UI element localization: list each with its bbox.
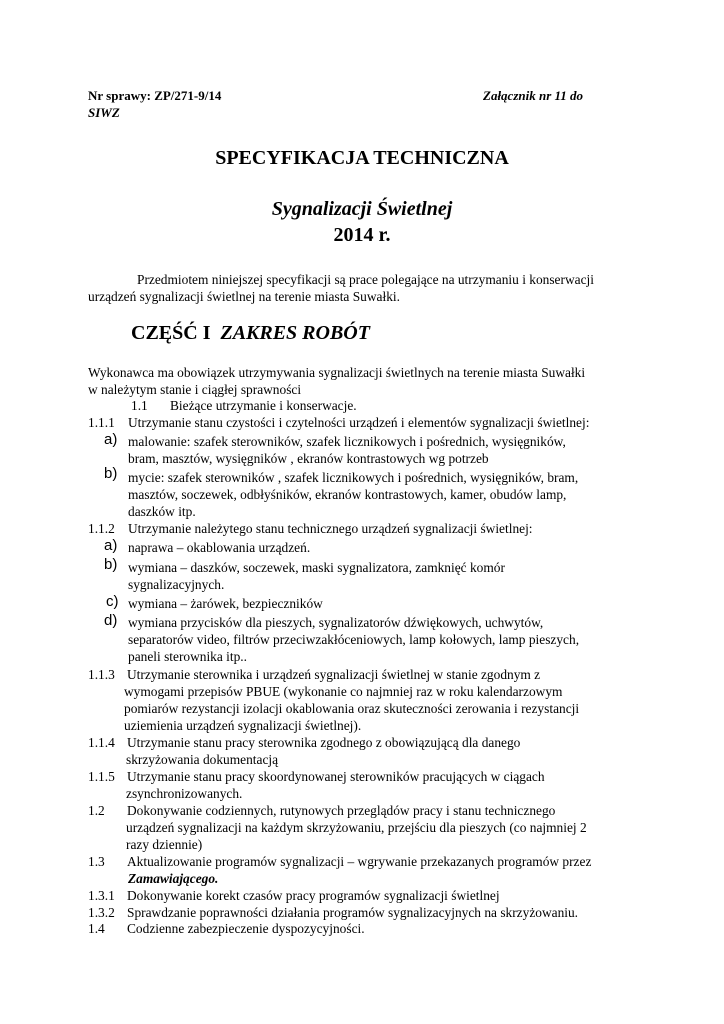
list-item-line: naprawa – okablowania urządzeń.	[128, 540, 311, 555]
document-subtitle: Sygnalizacji Świetlnej	[271, 198, 453, 220]
item-num: 1.1.5	[88, 769, 115, 784]
intro-line-1: Przedmiotem niniejszej specyfikacji są prace polegające na utrzymaniu i konserwacji	[137, 272, 594, 287]
item-num: 1.1.1	[88, 415, 115, 430]
item-text: uziemienia urządzeń sygnalizacji świetlnej).	[124, 718, 362, 733]
attachment-label: Załącznik nr 11 do	[483, 88, 584, 103]
section-prefix: CZĘŚĆ I	[131, 322, 211, 344]
section-name: ZAKRES ROBÓT	[220, 322, 370, 344]
list-item-line: malowanie: szafek sterowników, szafek licznikowych i pośrednich, wysięgników,	[128, 434, 566, 449]
item-text: Utrzymanie stanu pracy sterownika zgodnego z obowiązującą dla danego	[127, 735, 521, 750]
item-text: Dokonywanie korekt czasów pracy programów sygnalizacji świetlnej	[127, 888, 500, 903]
list-item-line: masztów, soczewek, odbłyśników, ekranów kontrastowych, kamer, obudów lamp,	[128, 487, 567, 502]
item-num: 1.1.2	[88, 521, 115, 536]
list-item-line: sygnalizacyjnych.	[128, 577, 225, 592]
item-text: Aktualizowanie programów sygnalizacji – wgrywanie przekazanych programów przez	[127, 854, 592, 869]
item-text: razy dziennie)	[126, 837, 203, 852]
list-item-line: paneli sterownika itp..	[128, 649, 247, 664]
item-text: skrzyżowania dokumentacją	[126, 752, 279, 767]
section-heading	[131, 322, 370, 345]
item-text: Sprawdzanie poprawności działania programów sygnalizacyjnych na skrzyżowaniu.	[127, 905, 579, 920]
item-text: Utrzymanie stanu czystości i czytelności urządzeń i elementów sygnalizacji świetlnej:	[128, 415, 590, 430]
item-text: Utrzymanie stanu pracy skoordynowanej sterowników pracujących w ciągach	[127, 769, 545, 784]
item-num: 1.3.1	[88, 888, 115, 903]
lead-line-1: Wykonawca ma obowiązek utrzymywania sygnalizacji świetlnych na terenie miasta Suwałki	[88, 365, 586, 380]
item-num: 1.3.2	[88, 905, 115, 920]
list-letter: b)	[104, 556, 118, 573]
siwz-label: SIWZ	[88, 105, 120, 120]
list-letter: c)	[106, 593, 119, 610]
item-text: zsynchronizowanych.	[126, 786, 243, 801]
case-number: Nr sprawy: ZP/271-9/14	[88, 88, 222, 103]
document-year: 2014 r.	[333, 224, 391, 246]
list-item-line: bram, masztów, wysięgników , ekranów kontrastowych wg potrzeb	[128, 451, 489, 466]
item-num: 1.2	[88, 803, 105, 818]
item-text: Utrzymanie należytego stanu technicznego urządzeń sygnalizacji świetlnej:	[128, 521, 533, 536]
intro-line-2: urządzeń sygnalizacji świetlnej na terenie miasta Suwałki.	[88, 289, 400, 304]
document-title: SPECYFIKACJA TECHNICZNA	[215, 147, 509, 169]
list-letter: b)	[104, 465, 118, 482]
item-num: 1.3	[88, 854, 105, 869]
item-text: Dokonywanie codziennych, rutynowych przeglądów pracy i stanu technicznego	[127, 803, 556, 818]
list-item-line: wymiana przycisków dla pieszych, sygnalizatorów dźwiękowych, uchwytów,	[128, 615, 544, 630]
list-item-line: separatorów video, filtrów przeciwzakłóceniowych, lamp kołowych, lamp pieszych,	[128, 632, 580, 647]
item-text: urządzeń sygnalizacji na każdym skrzyżowaniu, przejściu dla pieszych (co najmniej 2	[126, 820, 587, 835]
item-text-emphasis: Zamawiającego.	[128, 871, 219, 886]
list-letter: d)	[104, 612, 118, 629]
list-letter: a)	[104, 537, 118, 554]
item-num: 1.1.4	[88, 735, 115, 750]
lead-line-2: w należytym stanie i ciągłej sprawności	[88, 382, 302, 397]
item-text: wymogami przepisów PBUE (wykonanie co najmniej raz w roku kalendarzowym	[124, 684, 563, 699]
item-text: Utrzymanie sterownika i urządzeń sygnalizacji świetlnej w stanie zgodnym z	[127, 667, 541, 682]
item-num: 1.1.3	[88, 667, 115, 682]
item-num: 1.1	[131, 398, 148, 413]
list-item-line: mycie: szafek sterowników , szafek licznikowych i pośrednich, wysięgników, bram,	[128, 470, 579, 485]
item-text: Bieżące utrzymanie i konserwacje.	[170, 398, 357, 413]
item-text: pomiarów rezystancji izolacji okablowania oraz skuteczności zerowania i rezystancji	[124, 701, 580, 716]
list-item-line: wymiana – daszków, soczewek, maski sygnalizatora, zamknięć komór	[128, 560, 505, 575]
list-item-line: daszków itp.	[128, 504, 196, 519]
list-item-line: wymiana – żarówek, bezpieczników	[128, 596, 323, 611]
item-text: Codzienne zabezpieczenie dyspozycyjności.	[127, 921, 365, 936]
list-letter: a)	[104, 431, 118, 448]
item-num: 1.4	[88, 921, 105, 936]
